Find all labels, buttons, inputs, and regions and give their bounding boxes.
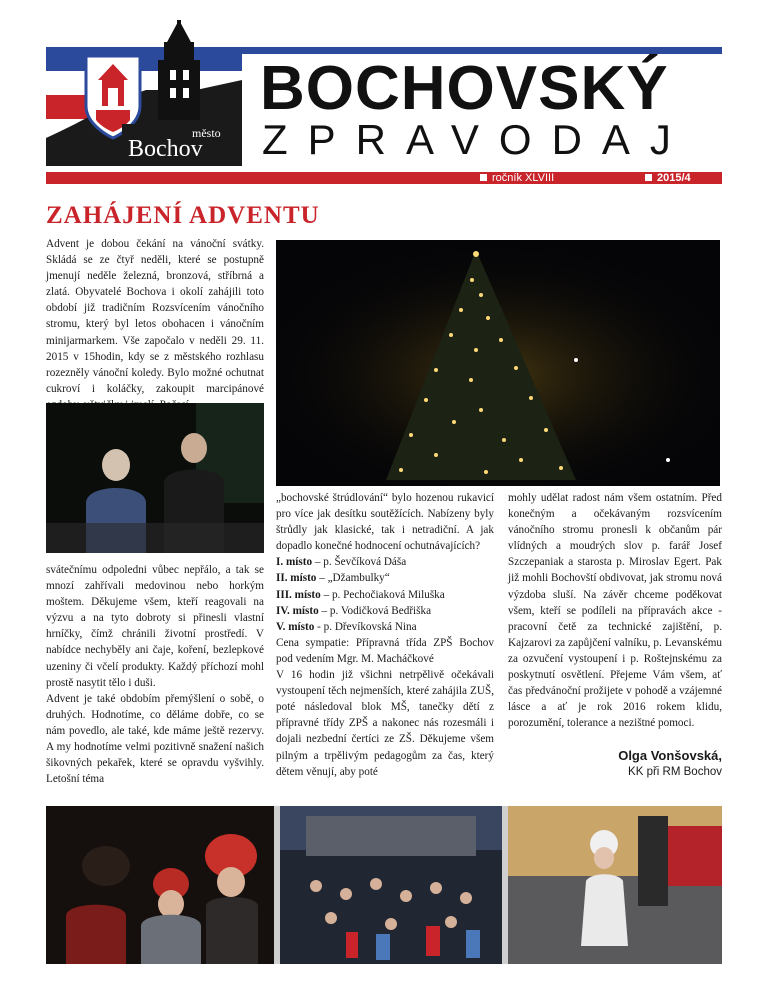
result-item: II. místo – „Džambulky“ <box>276 572 390 585</box>
bullet-square-icon <box>480 174 487 181</box>
result-item: IV. místo – p. Vodičková Bedřiška <box>276 604 432 617</box>
result-item: III. místo – p. Pechočiaková Miluška <box>276 588 445 601</box>
article-column-3: mohly udělat radost nám všem ostatním. Před konečným a očekávaným rozsvícením vánočního stromu pronesli k občanům pár vlídných a moudrých slov p. farář Josef Szczepaniak a starosta p. Miroslav Egert. Pak již mohli Bochovští obdivovat, jak stromu nová výzdoba sluší. Na závěr chceme poděkovat všem, kteří se podíleli na přípravách akce - pracovní četě za technické zajištění, p. Kajzarovi za zapůjčení valníku, p. Levanskému za ozvučení vystoupení i p. Roštejnskému za poskytnutí osvětlení. Přejeme Vám všem, ať čas předvánoční prožijete v pohodě a vzájemné lásce a ať je rok 2016 rokem klidu, porozumění, tolerance a nezištné pomoci. <box>508 492 722 730</box>
article-column-2: „bochovské štrúdlování“ bylo hozenou rukavicí pro více jak desítku soutěžících. Nabízeny byly štrůdly jak klasické, tak i netradiční. A jak dopadlo konečné hodnocení ochutnávajících? I. místo – p. Ševčíková Dáša II. místo – „Džambulky“ III. místo – p. Pechočiaková Miluška IV. místo – p. Vodičková Bedřiška V. místo - p. Dřevíkovská Nina Cena sympatie: Přípravná třída ZPŠ Bochov pod vedením Mgr. M. Macháčkové V 16 hodin již všichni netrpělivě očekávali vystoupení těch nejmenších, které zahájila ZUŠ, poté následoval blok MŠ, tanečky dětí z přípravné třídy ZPŠ a nakonec nás rozesmáli i dojali nezbední čertíci ze ZŠ. Děkujeme všem pilným a trpělivým pedagogům za čas, který dětem věnují, aby poté <box>276 492 494 778</box>
bottom-photo-strip <box>46 806 722 964</box>
stage-speakers-photo <box>46 403 264 553</box>
logo-town-small-label: město <box>192 126 221 140</box>
result-item: I. místo – p. Ševčíková Dáša <box>276 556 407 569</box>
article-column-1: svátečnímu odpoledni vůbec nepřálo, a tak se mnozí zahřívali medovinou nebo horkým moštem. Děkujeme všem, kteří reagovali na výzvu a na tyto dobroty si přinesli vlastní hrníčky, čímž chránili životní prostředí. V nabídce nechyběly ani čaje, koření, bezlepkové uzeniny či včelí produkty. Každý příchozí mohl prostě nasytit tělo i duši. Advent je také obdobím přemýšlení o sobě, o druhých. Hodnotíme, co děláme dobře, co se nám povedlo, ale také, kde máme ještě rezervy. A my hodnotíme velmi pozitivně snažení našich šikovných pekařek, které se opravdu vyšvihly. Letošní téma <box>46 564 264 786</box>
result-item: V. místo - p. Dřevíkovská Nina <box>276 620 417 633</box>
article-headline: ZAHÁJENÍ ADVENTU <box>46 202 320 229</box>
competition-results <box>276 554 494 634</box>
author-name: Olga Vonšovská, <box>618 748 722 763</box>
author-organization: KK při RM Bochov <box>628 766 722 778</box>
article-intro: Advent je dobou čekání na vánoční svátky. Skládá se ze čtyř neděli, které se postupně jmenují neděle železná, bronzová, stříbrná a zlatá. Obyvatelé Bochova i okolí zahájili toto období již tradičním Rozsvícením vánočního stromu, který byl letos obohacen i vánočním minijarmarkem. Vše započalo v neděli 29. 11. 2015 v 15hodin, kdy se z městského rozhlasu rozezněly vánoční koledy. Bylo možné ochutnat cukroví i koláčky, zakoupit marcipánové <box>46 238 264 395</box>
christmas-tree-photo <box>276 240 720 486</box>
issue-label: 2015/4 <box>645 172 691 184</box>
volume-label: ročník XLVIII <box>480 172 554 184</box>
masthead-title: BOCHOVSKÝ <box>260 54 669 123</box>
bochov-coat-of-arms-logo <box>46 20 242 166</box>
bullet-square-icon <box>645 174 652 181</box>
logo-town-label: Bochov <box>128 136 203 162</box>
masthead-subtitle: ZPRAVODAJ <box>262 116 691 163</box>
masthead-red-stripe <box>46 172 722 184</box>
